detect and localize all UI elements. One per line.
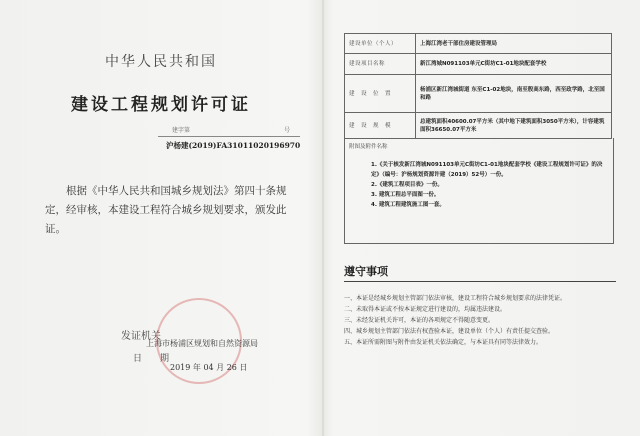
row-value: 杨浦区新江湾城街道 东至C1-02地块，南至殷高东路，西至政学路，北至国和路 bbox=[416, 75, 612, 113]
country-name: 中华人民共和国 bbox=[105, 54, 217, 70]
list-item: 二、未取得本证或不按本证规定进行建设的，均属违法建设。 bbox=[344, 306, 507, 313]
table-row bbox=[345, 113, 612, 139]
table-row bbox=[345, 34, 612, 54]
number-label-prefix: 建字第 bbox=[172, 127, 191, 134]
list-item: 4. 建筑工程建筑施工图一套。 bbox=[371, 202, 445, 208]
issuing-authority: 上海市杨浦区规划和自然资源局 bbox=[146, 339, 258, 348]
certificate-title: 建设工程规划许可证 bbox=[71, 95, 251, 115]
right-page bbox=[324, 0, 640, 436]
row-label: 建设项目名称 bbox=[345, 54, 416, 75]
row-label: 建 设 位 置 bbox=[345, 75, 416, 113]
table-row bbox=[345, 54, 612, 75]
table-row bbox=[345, 75, 612, 113]
list-item: 2.《建筑工程项目表》一份。 bbox=[371, 182, 443, 188]
rules-title: 遵守事项 bbox=[344, 265, 388, 278]
number-row bbox=[158, 124, 300, 137]
number-label-suffix: 号 bbox=[283, 127, 290, 134]
row-label: 建设单位（个人） bbox=[345, 34, 416, 54]
row-value: 总建筑面积40600.07平方米（其中地下建筑面积3050平方米），计容建筑面积36650.07平方米 bbox=[416, 113, 612, 139]
attachments-box bbox=[344, 138, 614, 244]
attachments-list bbox=[371, 160, 607, 210]
issue-date: 2019 年 04 月 26 日 bbox=[170, 363, 248, 372]
rules-list bbox=[344, 293, 616, 348]
list-item: 1.《关于核发新江湾城N091103单元C街坊C1-01地块配套学校《建设工程规划许可证》的决定》（编号：沪杨规划资源许建（2019）52号）一份。 bbox=[371, 162, 603, 178]
date-label: 日 期 bbox=[133, 354, 170, 364]
row-value: 新江湾城N091103单元C街坊C1-01地块配套学校 bbox=[416, 54, 612, 75]
list-item: 五、本证所需附图与附件由发证机关依法确定，与本证具有同等法律效力。 bbox=[344, 339, 543, 346]
certificate-body-text: 根据《中华人民共和国城乡规划法》第四十条规定，经审核，本建设工程符合城乡规划要求，颁发此证。 bbox=[45, 185, 287, 235]
list-item: 三、未经发证机关许可，本证的各项规定不得随意变更。 bbox=[344, 317, 495, 324]
list-item: 3. 建筑工程总平面图一份。 bbox=[371, 192, 440, 198]
row-label: 建 设 规 模 bbox=[345, 113, 416, 139]
row-value: 上海江湾老干部住房建设管理局 bbox=[416, 34, 612, 54]
rules-divider bbox=[344, 281, 616, 282]
issuer-label: 发证机关 bbox=[121, 331, 161, 342]
attachments-header: 附图及附件名称 bbox=[349, 144, 388, 150]
list-item: 一、本证是经城乡规划主管部门依法审核，建设工程符合城乡规划要求的法律凭证。 bbox=[344, 295, 567, 302]
list-item: 四、城乡规划主管部门依法有权查验本证，建设单位（个人）有责任提交查验。 bbox=[344, 328, 555, 335]
certificate-number: 沪杨建(2019)FA31011020196970 bbox=[166, 141, 301, 150]
project-info-table bbox=[344, 33, 612, 139]
